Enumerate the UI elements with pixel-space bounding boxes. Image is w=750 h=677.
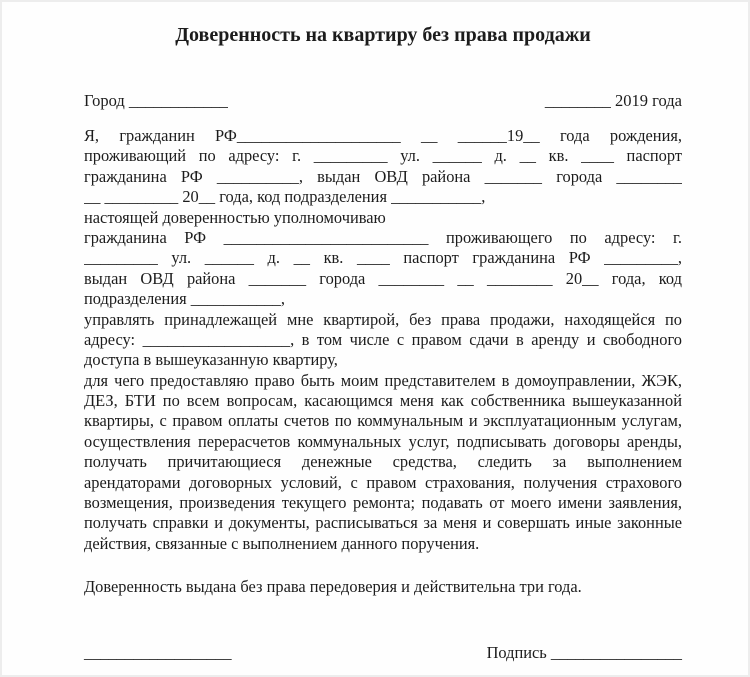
- body-line: настоящей доверенностью уполномочиваю: [84, 207, 386, 227]
- body-line: выдан ОВД района _______ города ________ __ ________ 20__ года, код: [84, 268, 682, 288]
- signature-row: [84, 642, 682, 663]
- document-body: [84, 126, 682, 554]
- document-title: Доверенность на квартиру без права продажи: [175, 24, 591, 46]
- signature-blank-line: ________________: [550, 643, 682, 663]
- body-line: проживающий по адресу: г. _________ ул. ______ д. __ кв. ____ паспорт: [84, 146, 682, 166]
- body-line: квартиры, с правом оплаты счетов по коммунальным и эксплуатационным услугам,: [84, 411, 682, 431]
- principal-name-blank-line: __________________: [84, 643, 232, 663]
- body-line: гражданина РФ _________________________ проживающего по адресу: г.: [84, 227, 682, 247]
- date-field: [545, 90, 682, 111]
- validity-statement: Доверенность выдана без права передоверия и действительна три года.: [84, 577, 582, 597]
- signature-label: Подпись: [486, 643, 547, 663]
- city-label: Город: [84, 91, 125, 110]
- body-line: возмещения, произведения текущего ремонта; подавать от моего имени заявления,: [84, 493, 682, 513]
- date-year-label: 2019 года: [615, 91, 682, 110]
- city-field: [84, 90, 228, 111]
- header-row: [84, 90, 682, 111]
- body-line: ДЕЗ, БТИ по всем вопросам, касающимся меня как собственника вышеуказанной: [84, 391, 682, 411]
- body-line: _________ ул. ______ д. __ кв. ____ паспорт гражданина РФ _________,: [84, 248, 682, 268]
- body-line: доступа в вышеуказанную квартиру,: [84, 350, 338, 370]
- body-line: гражданина РФ __________, выдан ОВД района _______ города ________: [84, 166, 682, 186]
- body-line: осуществления перерасчетов коммунальных услуг, подписывать договоры аренды,: [84, 431, 682, 451]
- body-line: подразделения ___________,: [84, 289, 285, 309]
- body-line: действия, связанные с выполнением данного поручения.: [84, 533, 480, 553]
- body-line: для чего предоставляю право быть моим представителем в домоуправлении, ЖЭК,: [84, 370, 682, 390]
- signature-field: [487, 642, 682, 663]
- body-line: управлять принадлежащей мне квартирой, без права продажи, находящейся по: [84, 309, 682, 329]
- body-line: арендаторами договорных условий, с правом страхования, получения страхового: [84, 472, 682, 492]
- body-line: адресу: __________________, в том числе с правом сдачи в аренду и свободного: [84, 329, 682, 349]
- body-line: получать причитающиеся денежные средства, следить за выполнением: [84, 452, 682, 472]
- body-line: __ _________ 20__ года, код подразделения ___________,: [84, 187, 486, 207]
- city-blank-line: ____________: [128, 91, 228, 110]
- body-line: Я, гражданин РФ____________________ __ ______19__ года рождения,: [84, 126, 682, 145]
- date-blank-line: ________: [544, 91, 611, 110]
- body-line: получать справки и документы, расписываться за меня и совершать иные законные: [84, 513, 682, 533]
